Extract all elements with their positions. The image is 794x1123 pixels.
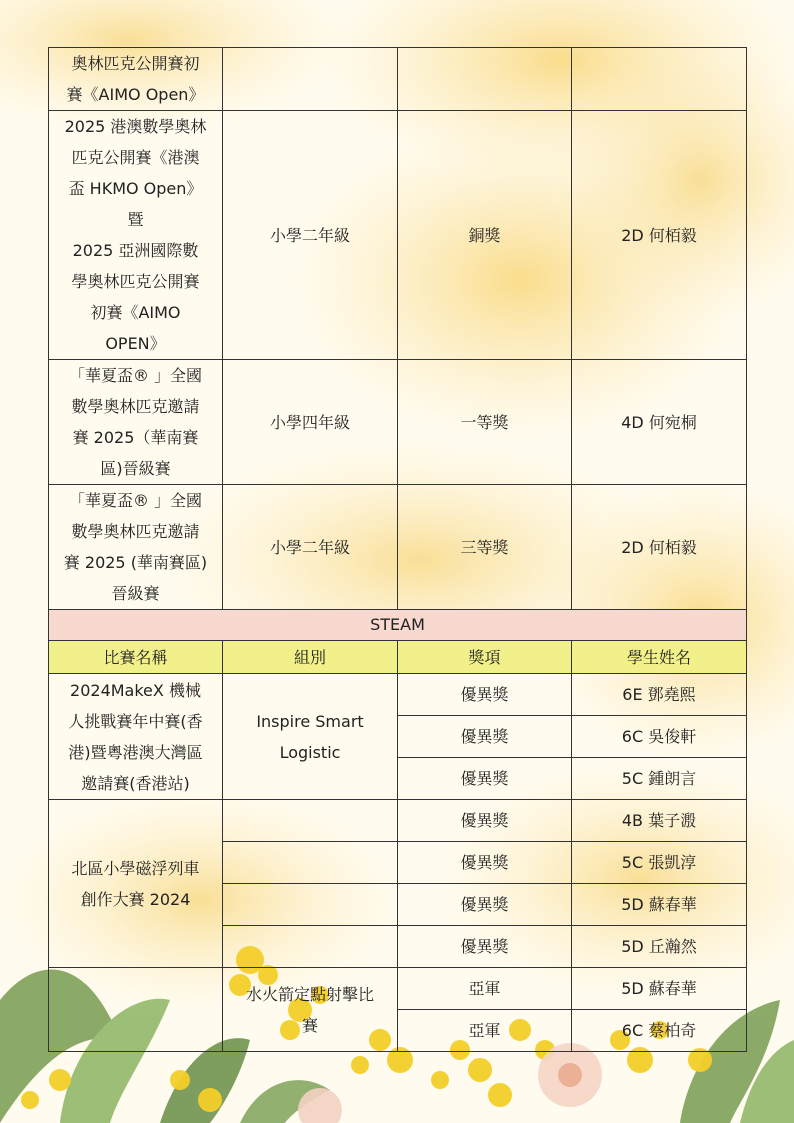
group-cell: 水火箭定點射擊比 賽 <box>223 968 398 1052</box>
student-cell: 5D 丘瀚然 <box>572 926 747 968</box>
header-student: 學生姓名 <box>572 641 747 674</box>
student-cell: 2D 何栢毅 <box>572 485 747 610</box>
competition-name: 2024MakeX 機械 人挑戰賽年中賽(香 港)暨粵港澳大灣區 邀請賽(香港站) <box>49 674 223 800</box>
award-cell: 三等獎 <box>398 485 572 610</box>
table-row <box>49 360 747 485</box>
header-competition: 比賽名稱 <box>49 641 223 674</box>
group-cell: 小學二年級 <box>223 485 398 610</box>
header-group: 組別 <box>223 641 398 674</box>
student-cell: 5C 鍾朗言 <box>572 758 747 800</box>
group-cell: 小學四年級 <box>223 360 398 485</box>
group-cell <box>223 800 398 842</box>
table-row <box>49 485 747 610</box>
award-cell: 優異獎 <box>398 800 572 842</box>
competition-name: 北區小學磁浮列車 創作大賽 2024 <box>49 800 223 968</box>
competition-name: 2025 港澳數學奧林 匹克公開賽《港澳 盃 HKMO Open》 暨 2025 亞洲國際數 學奧林匹克公開賽 初賽《AIMO OPEN》 <box>49 111 223 360</box>
student-cell: 6C 蔡柏奇 <box>572 1010 747 1052</box>
competition-name: 「華夏盃® 」全國 數學奧林匹克邀請 賽 2025 (華南賽區) 晉級賽 <box>49 485 223 610</box>
student-cell: 4D 何宛桐 <box>572 360 747 485</box>
table-row <box>49 968 747 1010</box>
header-award: 獎項 <box>398 641 572 674</box>
group-cell <box>223 884 398 926</box>
student-cell: 2D 何栢毅 <box>572 111 747 360</box>
competition-name: 奧林匹克公開賽初 賽《AIMO Open》 <box>49 48 223 111</box>
table-row <box>49 48 747 111</box>
award-cell <box>398 48 572 111</box>
award-cell: 優異獎 <box>398 716 572 758</box>
group-cell: 小學二年級 <box>223 111 398 360</box>
awards-table <box>48 47 747 1052</box>
group-cell <box>223 48 398 111</box>
column-header-row <box>49 641 747 674</box>
award-cell: 亞軍 <box>398 968 572 1010</box>
student-cell <box>572 48 747 111</box>
award-cell: 優異獎 <box>398 842 572 884</box>
award-cell: 優異獎 <box>398 926 572 968</box>
group-cell <box>223 842 398 884</box>
student-cell: 6E 鄧堯熙 <box>572 674 747 716</box>
table-row <box>49 111 747 360</box>
student-cell: 6C 吳俊軒 <box>572 716 747 758</box>
table-row <box>49 674 747 716</box>
award-cell: 優異獎 <box>398 674 572 716</box>
section-header-row <box>49 610 747 641</box>
table-row <box>49 800 747 842</box>
award-cell: 亞軍 <box>398 1010 572 1052</box>
student-cell: 4B 葉子溵 <box>572 800 747 842</box>
group-cell <box>223 926 398 968</box>
award-cell: 優異獎 <box>398 758 572 800</box>
award-cell: 銅獎 <box>398 111 572 360</box>
award-cell: 一等獎 <box>398 360 572 485</box>
award-cell: 優異獎 <box>398 884 572 926</box>
student-cell: 5D 蘇春華 <box>572 884 747 926</box>
section-title: STEAM <box>49 610 747 641</box>
competition-name <box>49 968 223 1052</box>
group-cell: Inspire Smart Logistic <box>223 674 398 800</box>
competition-name: 「華夏盃® 」全國 數學奧林匹克邀請 賽 2025（華南賽 區)晉級賽 <box>49 360 223 485</box>
student-cell: 5C 張凱淳 <box>572 842 747 884</box>
student-cell: 5D 蘇春華 <box>572 968 747 1010</box>
